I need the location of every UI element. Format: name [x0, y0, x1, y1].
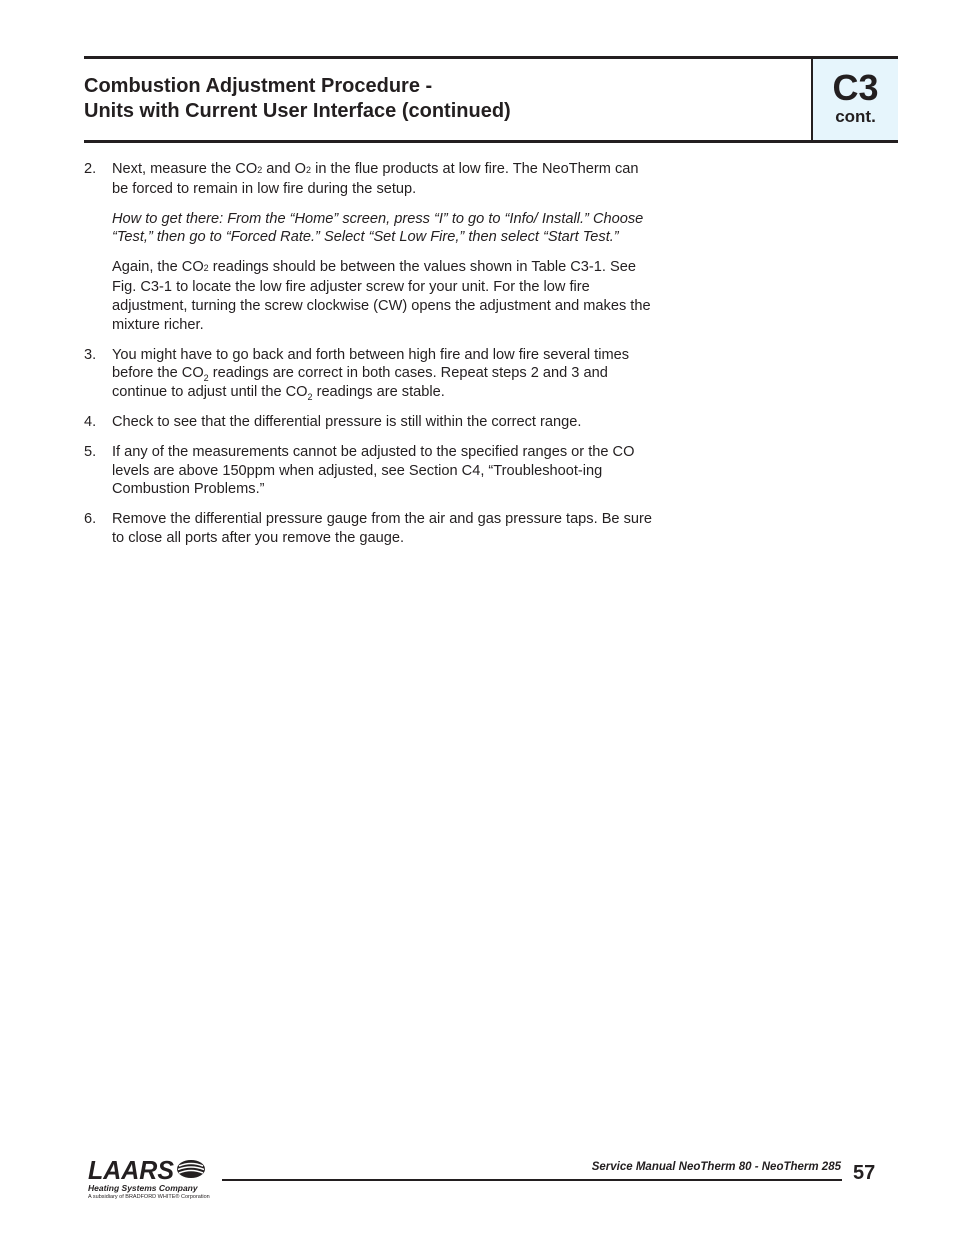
header-top-rule — [84, 56, 898, 59]
logo-wordmark: LAARS — [88, 1156, 175, 1184]
section-title-line-1: Combustion Adjustment Procedure - — [84, 75, 433, 97]
subscript: 2 — [306, 165, 312, 175]
subscript: 2 — [257, 165, 263, 175]
laars-logo-mark — [86, 1156, 208, 1184]
section-tab — [811, 59, 898, 140]
step-3-text — [112, 346, 654, 402]
section-title-line-2: Units with Current User Interface (continued) — [84, 100, 511, 122]
step-5-text: If any of the measurements cannot be adjusted to the specified ranges or the CO levels are above 150ppm when adjusted, see Section C4, “Troubleshoot-ing Combustion Problems.” — [112, 443, 635, 498]
subscript: 2 — [203, 373, 209, 384]
logo-tagline: Heating Systems Company — [88, 1183, 198, 1193]
step-2-navigation-instructions: How to get there: From the “Home” screen, press “I” to go to “Info/ Install.” Choose “Test,” then go to “Forced Rate.” Select “Set Low Fire,” then select “Start Test.” — [112, 210, 644, 246]
step-number: 6. — [84, 511, 97, 528]
text-run: readings are correct in both cases. Repeat steps 2 and 3 and continue to adjust until the CO — [112, 365, 608, 400]
logo-swirl-icon — [177, 1160, 205, 1178]
procedure-steps — [84, 160, 654, 559]
step-number: 5. — [84, 443, 97, 460]
page-header — [84, 56, 898, 144]
step-3 — [84, 346, 654, 402]
text-run: Again, the CO — [112, 259, 204, 276]
step-number: 2. — [84, 161, 97, 177]
laars-logo — [86, 1156, 208, 1204]
subscript: 2 — [307, 391, 313, 402]
step-2-paragraph-1 — [112, 160, 654, 198]
section-continued-label: cont. — [835, 107, 876, 126]
step-5 — [84, 443, 654, 499]
header-bottom-rule — [84, 140, 898, 143]
text-run: in the flue products at low fire. The NeoTherm can be forced to remain in low fire during the setup. — [112, 161, 639, 197]
logo-subsidiary-note: A subsidiary of BRADFORD WHITE® Corporation — [88, 1194, 210, 1200]
text-run: You might have to go back and forth between high fire and low fire several times before the CO — [112, 346, 630, 382]
step-4 — [84, 413, 654, 432]
section-title — [84, 74, 511, 124]
text-run: readings should be between the values shown in Table C3-1. See Fig. C3-1 to locate the low fire adjuster screw for your unit. For the low fire adjustment, turning the screw clockwise (CW) opens the adjustment and makes the mixture richer. — [112, 259, 651, 333]
text-run: Next, measure the CO — [112, 161, 258, 177]
step-6-text: Remove the differential pressure gauge from the air and gas pressure taps. Be sure to close all ports after you remove the gauge. — [112, 511, 652, 547]
text-run: and O — [262, 161, 307, 177]
step-number: 3. — [84, 346, 97, 363]
manual-title: Service Manual NeoTherm 80 - NeoTherm 285 — [591, 1161, 841, 1173]
step-4-text: Check to see that the differential pressure is still within the correct range. — [112, 413, 582, 430]
step-2 — [84, 160, 654, 334]
text-run: readings are stable. — [312, 383, 445, 400]
page-number: 57 — [853, 1162, 876, 1184]
step-number: 4. — [84, 413, 97, 430]
step-6 — [84, 510, 654, 547]
subscript: 2 — [203, 263, 209, 274]
section-code: C3 — [832, 67, 879, 108]
footer-rule — [222, 1179, 842, 1181]
step-2-paragraph-3 — [112, 258, 654, 334]
